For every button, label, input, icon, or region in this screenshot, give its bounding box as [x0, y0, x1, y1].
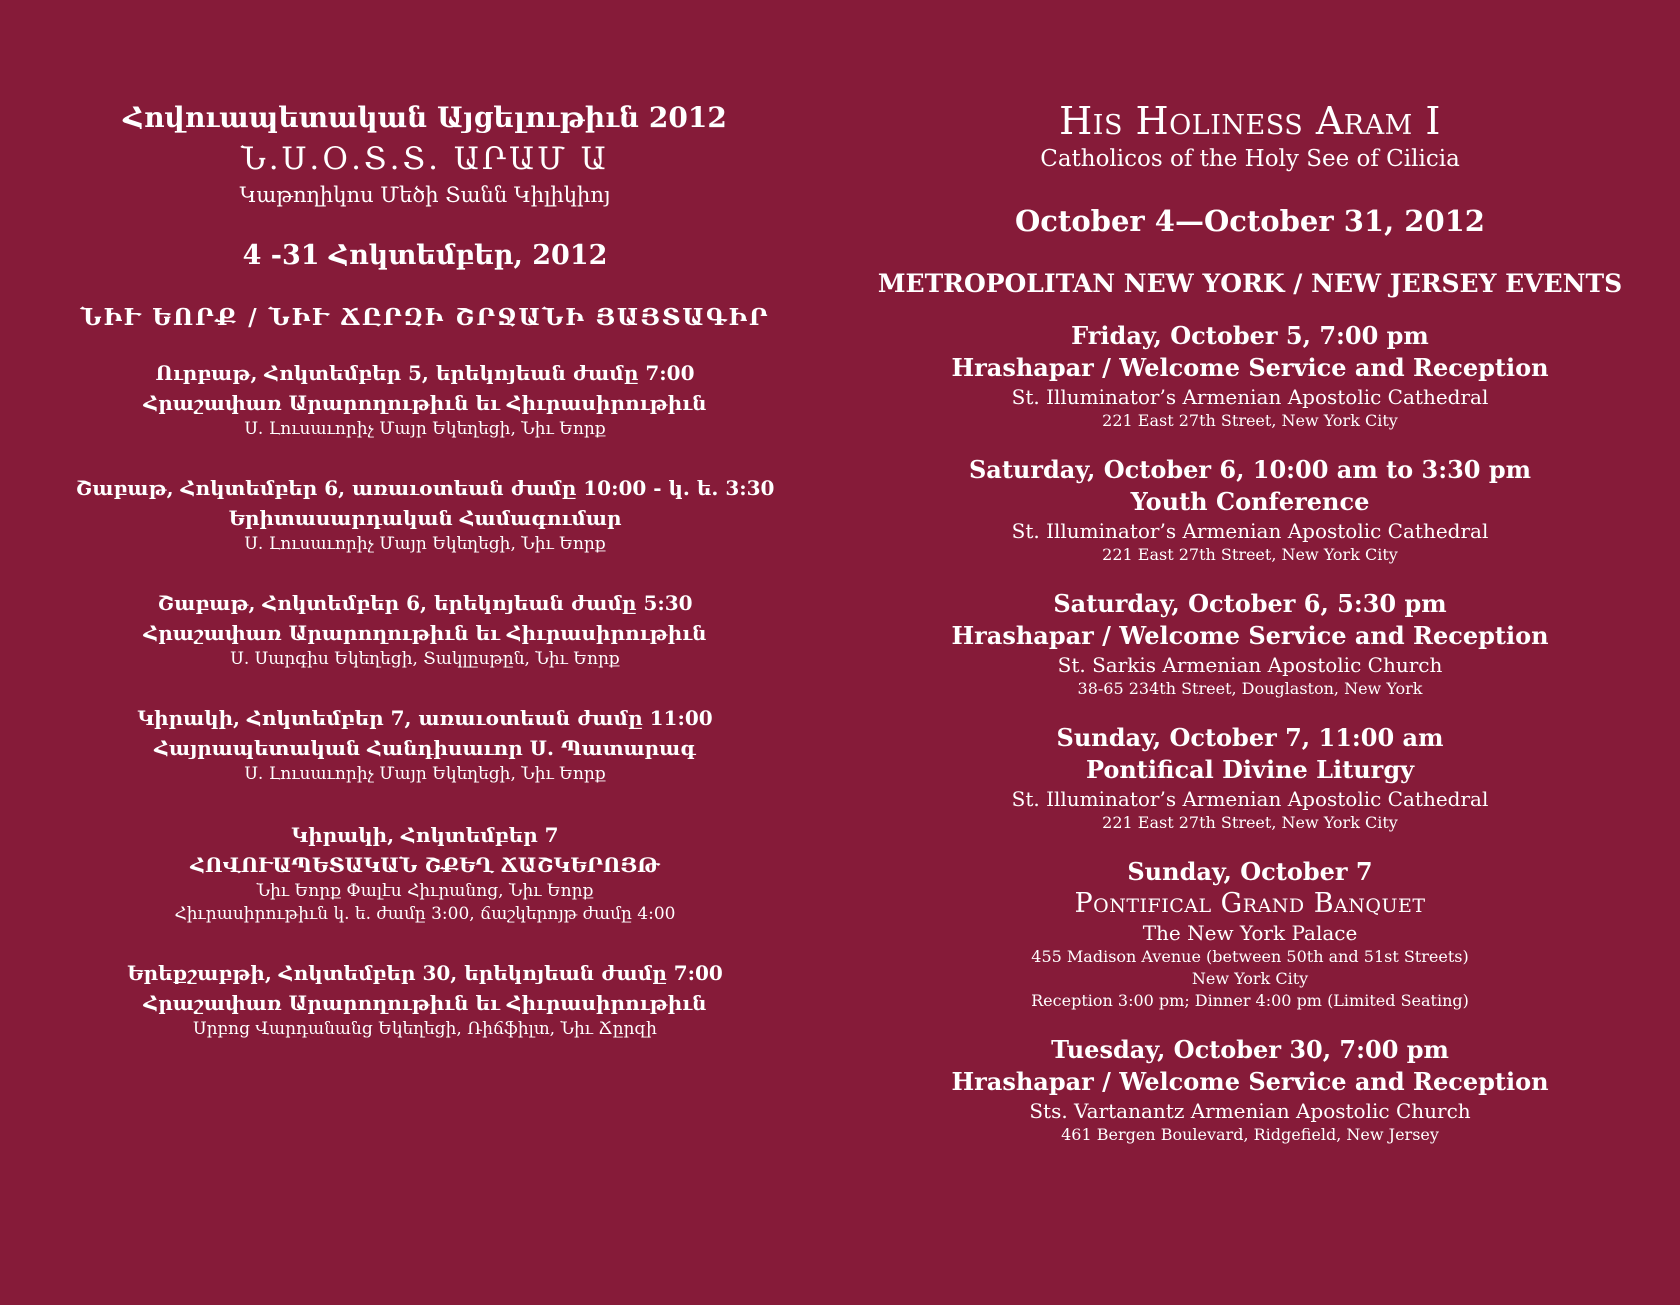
armenian-event — [40, 958, 810, 1041]
event-place: St. Illuminator’s Armenian Apostolic Cathedral — [1011, 787, 1489, 811]
event-date: Երեքշաբթի, Հոկտեմբեր 30, երեկոյեան ժամը 7:00 — [127, 961, 723, 985]
armenian-event-list — [40, 358, 810, 1041]
english-event — [840, 856, 1660, 1012]
event-place: St. Illuminator’s Armenian Apostolic Cathedral — [1011, 519, 1489, 543]
event-place: Նիւ Եորք Փալէս Հիւրանոց, Նիւ Եորք — [256, 881, 594, 901]
armenian-event — [40, 588, 810, 671]
english-title: His Holiness Aram I — [1059, 99, 1441, 143]
event-date: Tuesday, October 30, 7:00 pm — [1051, 1035, 1449, 1064]
event-name: ՀՈՎՈՒԱՊԵՏԱԿԱՆ ՇՔԵՂ ՃԱՇԿԵՐՈՅԹ — [190, 853, 660, 877]
event-date: Saturday, October 6, 10:00 am to 3:30 pm — [968, 455, 1532, 484]
event-name: Pontifical Divine Liturgy — [1085, 755, 1415, 784]
event-address: 455 Madison Avenue (between 50th and 51st Streets) — [1031, 947, 1469, 966]
event-name: Հրաշափառ Արարողութիւն եւ Հիւրասիրութիւն — [143, 991, 707, 1015]
armenian-column — [40, 98, 810, 1041]
event-name: Hrashapar / Welcome Service and Reception — [951, 621, 1549, 650]
english-event — [840, 1034, 1660, 1146]
english-column — [840, 98, 1660, 1146]
event-name: Հայրապետական Հանդիսաւոր Ս. Պատարագ — [154, 736, 696, 760]
event-city: New York City — [1191, 969, 1309, 988]
english-event — [840, 722, 1660, 834]
event-date: Շաբաթ, Հոկտեմբեր 6, երեկոյեան ժամը 5:30 — [157, 591, 693, 615]
armenian-event — [40, 358, 810, 441]
armenian-region-heading: ՆԻՒ ԵՈՐՔ / ՆԻՒ ՃԸՐԶԻ ՇՐՋԱՆԻ ՅԱՅՏԱԳԻՐ — [80, 304, 770, 331]
event-details: Reception 3:00 pm; Dinner 4:00 pm (Limited Seating) — [1031, 991, 1469, 1010]
event-place: Ս. Սարգիս Եկեղեցի, Տակլըսթըն, Նիւ Եորք — [230, 649, 620, 669]
event-address: 221 East 27th Street, New York City — [1102, 411, 1398, 430]
event-date: Friday, October 5, 7:00 pm — [1071, 321, 1429, 350]
event-place: Sts. Vartanantz Armenian Apostolic Church — [1029, 1099, 1471, 1123]
english-region-heading: METROPOLITAN NEW YORK / NEW JERSEY EVENTS — [877, 269, 1623, 298]
event-place: Ս. Լուսաւորիչ Մայր Եկեղեցի, Նիւ Եորք — [244, 534, 606, 554]
event-address: 221 East 27th Street, New York City — [1102, 545, 1398, 564]
event-date: Saturday, October 6, 5:30 pm — [1053, 589, 1447, 618]
english-dates: October 4—October 31, 2012 — [1015, 204, 1485, 238]
event-place: Սրբոց Վարդանանց Եկեղեցի, Ռիճֆիլտ, Նիւ Ճըրզի — [193, 1019, 657, 1039]
event-name: Youth Conference — [1130, 487, 1370, 516]
armenian-title: Հովուապետական Այցելութիւն 2012 — [123, 101, 727, 134]
event-address: 461 Bergen Boulevard, Ridgefield, New Jersey — [1061, 1125, 1439, 1144]
english-event — [840, 320, 1660, 432]
event-place: Ս. Լուսաւորիչ Մայր Եկեղեցի, Նիւ Եորք — [244, 419, 606, 439]
event-name: Hrashapar / Welcome Service and Reception — [951, 353, 1549, 382]
event-details: Հիւրասիրութիւն կ. ե. ժամը 3:00, ճաշկերոյթ ժամը 4:00 — [174, 904, 676, 924]
armenian-event — [40, 820, 810, 926]
event-place: The New York Palace — [1142, 921, 1358, 945]
armenian-dates: 4 -31 Հոկտեմբեր, 2012 — [242, 240, 608, 271]
event-name: Pontifical Grand Banquet — [1074, 888, 1426, 919]
armenian-catholicos-name: Ն.Ս.Օ.Տ.Տ. ԱՐԱՄ Ա — [241, 141, 609, 177]
armenian-subtitle: Կաթողիկոս Մեծի Տանն Կիլիկիոյ — [239, 183, 611, 207]
english-event-list — [840, 320, 1660, 1146]
armenian-event — [40, 473, 810, 556]
english-event — [840, 454, 1660, 566]
event-date: Sunday, October 7, 11:00 am — [1056, 723, 1444, 752]
event-name: Հրաշափառ Արարողութիւն եւ Հիւրասիրութիւն — [143, 391, 707, 415]
event-name: Hrashapar / Welcome Service and Reception — [951, 1067, 1549, 1096]
event-place: St. Illuminator’s Armenian Apostolic Cathedral — [1011, 385, 1489, 409]
event-place: Ս. Լուսաւորիչ Մայր Եկեղեցի, Նիւ Եորք — [244, 764, 606, 784]
event-name: Հրաշափառ Արարողութիւն եւ Հիւրասիրութիւն — [143, 621, 707, 645]
event-place: St. Sarkis Armenian Apostolic Church — [1057, 653, 1443, 677]
armenian-event — [40, 703, 810, 786]
event-date: Sunday, October 7 — [1127, 857, 1373, 886]
event-date: Ուրբաթ, Հոկտեմբեր 5, երեկոյեան ժամը 7:00 — [155, 361, 695, 385]
english-event — [840, 588, 1660, 700]
event-name: Երիտասարդական Համագումար — [228, 506, 622, 530]
event-address: 38-65 234th Street, Douglaston, New York — [1077, 679, 1423, 698]
event-date: Շաբաթ, Հոկտեմբեր 6, առաւօտեան ժամը 10:00 - կ. ե. 3:30 — [75, 476, 775, 500]
event-date: Կիրակի, Հոկտեմբեր 7 — [291, 823, 559, 847]
english-subtitle: Catholicos of the Holy See of Cilicia — [1040, 146, 1460, 172]
event-address: 221 East 27th Street, New York City — [1102, 813, 1398, 832]
event-date: Կիրակի, Հոկտեմբեր 7, առաւօտեան ժամը 11:00 — [137, 706, 713, 730]
